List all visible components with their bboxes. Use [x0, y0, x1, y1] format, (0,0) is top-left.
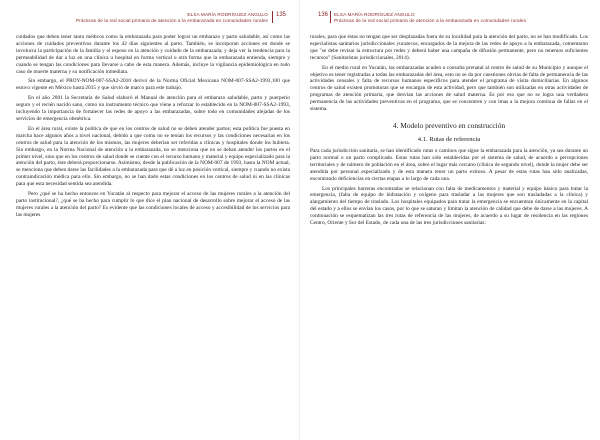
header-divider-right: [330, 11, 331, 23]
header-title-right: Prácticas de la red social primaria de atención a la embarazada en comunidades rurales: [334, 18, 527, 23]
running-header-left: [16, 8, 290, 34]
page-number-right: 136: [318, 12, 329, 18]
paragraph: Para cada jurisdicción sanitaria, se han identificado rutas o caminos que sigue la embarazada para la atención, ya sea durante un parto normal o un parto complicado. Estas rutas han sido establecidas por el sistema de salud, de acuerdo a percepciones territoriales y de número de población en el área, sobre el lugar más cercano (clínica de segundo nivel), donde la mujer debe ser atendida por personal especializado y de esta manera tener un parto exitoso. A pesar de estas rutas han sido analizadas, encontrando deficiencias en ciertas etapas a lo largo de cada una.: [310, 147, 588, 182]
header-authors-right: ELSA MARÍA RODRÍGUEZ ANGULO: [334, 12, 415, 17]
section-heading: 4. Modelo preventivo en construcción: [392, 120, 506, 130]
paragraph: En el año 2001 la Secretaría de Salud elaboró el Manual de atención para el embarazo saludable, parto y puerperio seguro y el recién nacido sano, como un instrumento técnico que viene a reforzar lo establecido en la NOM-007-SSA2-1993, incluyendo la importancia de fortalecer las redes de apoyo a las embarazadas, sobre todo en comunidades alejadas de los servicios de emergencia obstétrica.: [16, 95, 290, 122]
paragraph: cuidados que deben tener tanto médicos como la embarazada para poder lograr un embarazo y parto saludable, así como las acciones de cuidados preventivos durante los 42 días siguientes al parto. También, se incorporan acciones en donde se involucra la participación de la familia y el esposo en la atención y cuidado de la embarazada; y deja ver la tendencia para la permeabilidad de dar a luz en una clínica u hospital en forma vertical u otra forma que la embarazada entienda, siempre y cuando se tengan las condiciones para llevarse a cabo de esta manera. Además, incluye la vigilancia epidemiológica en todo caso de muerte materna y su notificación inmediata.: [16, 34, 290, 75]
paragraph: En el área rural, existe la política de que en los centros de salud no se deben atender partos; esta política fue puesta en marcha hace algunos años a nivel nacional, debido a que como no se tenían los recursos y las condiciones necesarias en los centros de salud para la atención de los mismos, las mujeres deberían ser referidas a clínicas y hospitales donde los hubiera. Sin embargo, en la Norma Nacional de atención a la embarazada, no se menciona que no se deban atender los partos en el primer nivel, sino que en los centros de salud donde se cuente con el recurso humano y material y equipo especializado para la atención del parto, éste deberá proporcionarse. Asimismo, desde la publicación de la NOM-007 de 1993, hasta la NOM actual, se menciona que deben darse las facilidades a la embarazada para que dé a luz en posición vertical, siempre y cuando no exista contraindicación médica para ello. Sin embargo, no se han dado estas condiciones en los centros de salud ni en las clínicas para que esta necesidad sentida sea atendida.: [16, 125, 290, 188]
paragraph: rurales, para que éstas no tengan que ser desplazadas fuera de su localidad para la atención del parto, no se han modificado. Los especialistas sanitarios jurisdiccionales yucatecos, encargados de la mejora de las redes de apoyo a la embarazada, comentaron que "se debe revisar la estructura por redes y deberá haber una campaña de difusión permanente, pero no tenemos suficientes recursos" (Sanitaristas jurisdiccionales, 2014).: [310, 34, 588, 61]
header-divider-left: [272, 11, 273, 23]
paragraph: En el medio rural en Yucatán, las embarazadas acuden a consulta prenatal al centro de salud de su Municipio y aunque el objetivo es tener registradas a todas las embarazadas del área, esto no se da por cuestiones obvias de falta de permanencia de las actividades censales y falta de recursos humanos específicos para atender el programa de visita domiciliarias. En algunos centros de salud existen promotoras que se encargan de esta actividad, pero que también son utilizadas en otras actividades de programas de atención primaria, que desvían las acciones de salud materna. Es por eso que no se logra una verdadera permanencia de las actividades preventivas en el programa, que se concentren y con ímas a la mejora continua de fallas en el sistema.: [310, 64, 588, 113]
left-body: [16, 34, 290, 219]
header-text-left: [76, 12, 268, 24]
paragraph: Pero ¿qué se ha hecho entonces en Yucatán al respecto para mejorar el acceso de las mujeres rurales a la atención del parto institucional?, ¿qué se ha hecho para cumplir lo que dice el plan nacional de desarrollo sobre mejorar el acceso de las mujeres rurales a la atención del parto? Es evidente que las condiciones locales de acceso y accesibilidad de los servicios para las mujeres: [16, 191, 290, 218]
subsection-heading: 4.1. Rutas de referencia: [417, 135, 481, 143]
page-number-left: 135: [275, 12, 286, 18]
header-authors-left: ELSA MARÍA RODRÍGUEZ ANGULO: [187, 12, 268, 17]
right-body: [310, 34, 588, 227]
right-page: [300, 0, 600, 440]
running-header-right: [310, 8, 588, 34]
header-title-left: Prácticas de la red social primaria de atención a la embarazada en comunidades rurales: [75, 18, 268, 23]
header-text-right: [334, 12, 526, 24]
paragraph: Los principales barreras encontradas se relacionan con falta de medicamentos y material y equipo básico para tratar la emergencia, (falta de equipo de hidratación y oxígeno para trasladar a las mujeres que son trasladadas a la clínica) y alargamiento del tiempo de traslado. Los hospitales equipados para tratar la emergencia se encuentran únicamente en la capital del estado y a ellos se envían los casos, por lo que se saturan y limitan la atención de calidad que debe de darse a las mujeres. A continuación se esquematizan las tres rutas de referencia de las mujeres, de acuerdo a su lugar de residencia en las regiones Centro, Oriente y Sur del Estado, de cada una de las tres jurisdicciones sanitarias:: [310, 185, 588, 227]
paragraph: Sin embargo, el PROY-NOM-007-SSA2-2010 derivó de la Norma Oficial Mexicana NOM-007-SSA2-1993,100 que estuvo vigente en México hasta 2015 y que sirvió de marco para este trabajo.: [16, 78, 290, 92]
